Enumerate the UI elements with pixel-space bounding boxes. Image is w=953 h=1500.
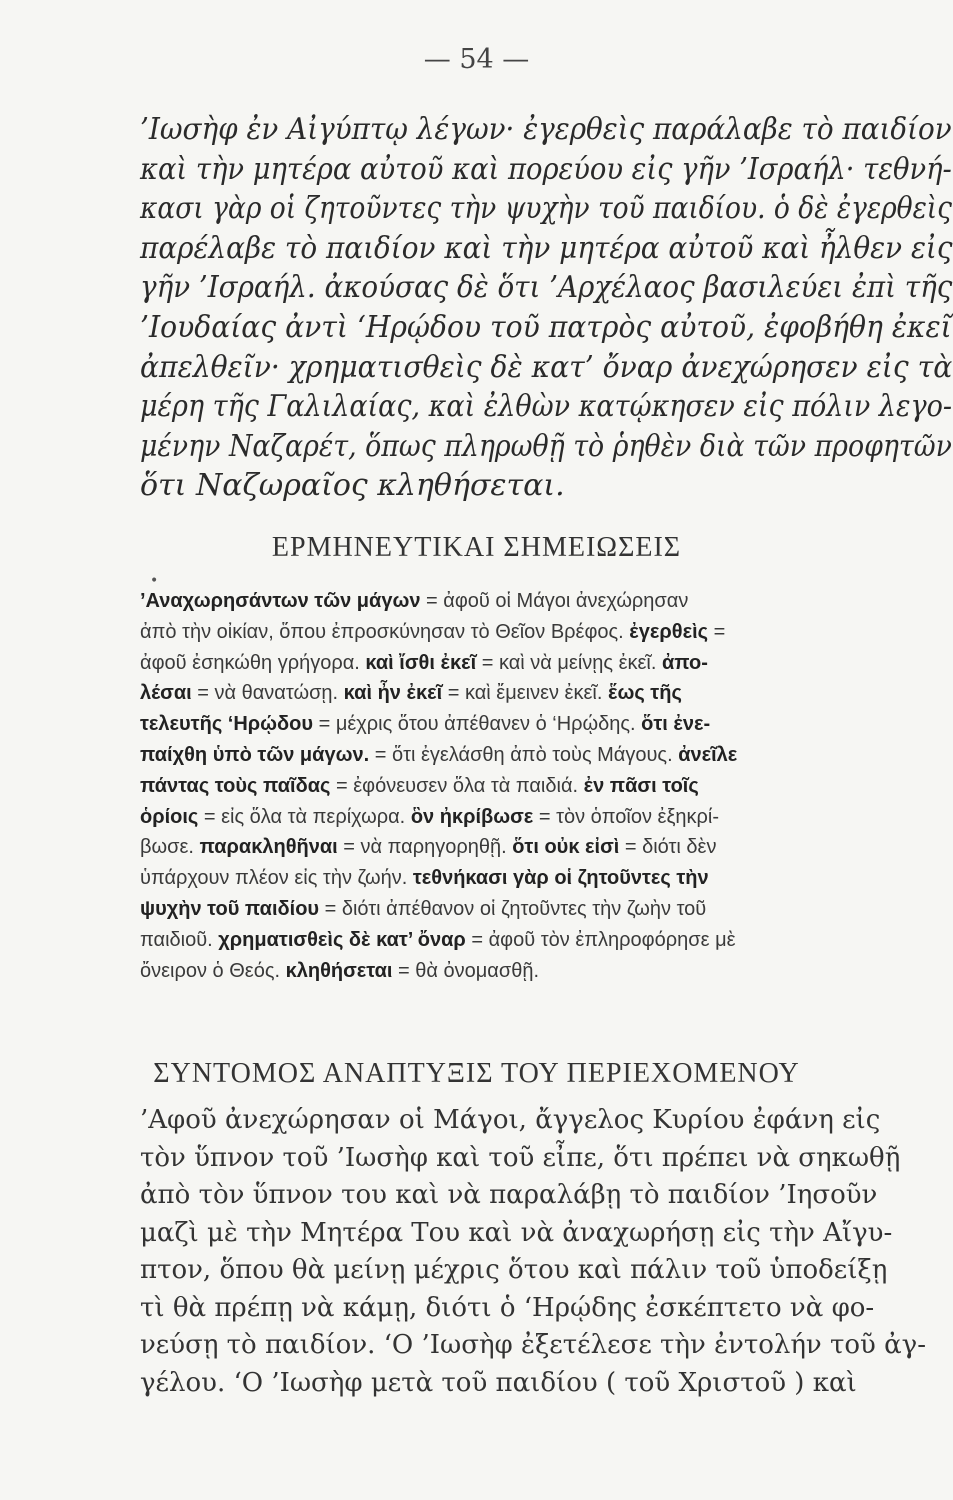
note-text: = καὶ ἔμεινεν ἐκεῖ. <box>442 682 608 705</box>
note-line <box>140 590 952 613</box>
note-text: ἀφοῦ ἐσηκώθη γρήγορα. <box>140 651 366 674</box>
note-term: ἕως τῆς <box>607 682 682 705</box>
note-text: = εἰς ὅλα τὰ περίχωρα. <box>198 805 411 828</box>
verse-line: ’Ιουδαίας ἀντὶ ‘Ηρῴδου τοῦ πατρὸς αὐτοῦ, ἐφοβήθη ἐκεῖ <box>140 310 952 345</box>
note-term: ἀνεῖλε <box>678 744 738 766</box>
summary-line: γέλου. ‘Ο ’Ιωσὴφ μετὰ τοῦ παιδίου ( τοῦ Χριστοῦ ) καὶ <box>140 1367 857 1398</box>
note-text: = νὰ παρηγορηθῇ. <box>337 836 513 859</box>
summary-heading: ΣΥΝΤΟΜΟΣ ΑΝΑΠΤΥΞΙΣ ΤΟΥ ΠΕΡΙΕΧΟΜΕΝΟΥ <box>153 1058 800 1089</box>
note-text: = ἀφοῦ τὸν ἐπληροφόρησε μὲ <box>465 928 736 951</box>
note-text: παιδιοῦ. <box>140 928 219 951</box>
notes-heading: ΕΡΜΗΝΕΥΤΙΚΑΙ ΣΗΜΕΙΩΣΕΙΣ <box>271 532 682 563</box>
note-term: χρηματισθεὶς δὲ κατ’ ὄναρ <box>218 928 466 951</box>
summary-line: ἀπὸ τὸν ὕπνον του καὶ νὰ παραλάβῃ τὸ παιδίον ’Ιησοῦν <box>140 1180 878 1210</box>
note-term: τεθνήκασι γὰρ οἱ ζητοῦντες τὴν <box>412 867 709 890</box>
summary-line: πτον, ὅπου θὰ μείνῃ μέχρις ὅτου καὶ πάλιν τοῦ ὑποδείξῃ <box>140 1255 888 1285</box>
note-line <box>140 682 952 705</box>
note-term: παρακληθῆναι <box>199 836 338 859</box>
note-text: = καὶ νὰ μείνῃς ἐκεῖ. <box>476 651 662 674</box>
page-number: — 54 — <box>423 44 530 75</box>
note-text: = ἐφόνευσεν ὅλα τὰ παιδιά. <box>330 774 584 797</box>
note-term: ἐγερθεὶς <box>629 620 709 643</box>
note-text: = μέχρις ὅτου ἀπέθανεν ὁ ‘Ηρῴδης. <box>313 713 642 736</box>
note-term: λέσαι <box>140 682 192 705</box>
note-term: ὁρίοις <box>140 805 199 828</box>
note-line <box>140 806 952 829</box>
note-term: ὃν ἠκρίβωσε <box>410 805 534 828</box>
note-text: = τὸν ὁποῖον ἐξηκρί- <box>533 805 720 828</box>
note-line <box>140 652 952 675</box>
note-term: πάντας τοὺς παῖδας <box>140 774 331 797</box>
note-term: ἐν πᾶσι τοῖς <box>583 774 699 797</box>
note-text: = <box>708 620 726 643</box>
note-text: ἀπὸ τὴν οἰκίαν, ὅπου ἐπροσκύνησαν τὸ Θεῖον Βρέφος. <box>140 620 630 643</box>
note-term: ὅτι οὐκ εἰσὶ <box>512 836 620 859</box>
verse-line: καὶ τὴν μητέρα αὐτοῦ καὶ πορεύου εἰς γῆν ’Ισραήλ· τεθνή- <box>140 151 952 187</box>
note-text: = διότι ἀπέθανον οἱ ζητοῦντες τὴν ζωὴν τοῦ <box>319 898 707 920</box>
note-line <box>140 621 952 644</box>
note-term: καὶ ἴσθι ἐκεῖ <box>365 651 477 674</box>
note-line <box>140 836 952 859</box>
note-line <box>140 713 952 736</box>
note-term: ’Αναχωρησάντων τῶν μάγων <box>140 590 421 612</box>
note-term: ὅτι ἐνε- <box>641 713 711 736</box>
note-text: = θὰ ὀνομασθῇ. <box>392 959 540 982</box>
note-line <box>140 898 952 921</box>
summary-line: μαζὶ μὲ τὴν Μητέρα Του καὶ νὰ ἀναχωρήσῃ εἰς τὴν Αἴγυ- <box>140 1217 893 1248</box>
note-line <box>140 744 952 767</box>
summary-line: ’Αφοῦ ἀνεχώρησαν οἱ Μάγοι, ἄγγελος Κυρίου ἐφάνη εἰς <box>140 1105 881 1135</box>
verse-line: παρέλαβε τὸ παιδίον καὶ τὴν μητέρα αὐτοῦ καὶ ἦλθεν εἰς <box>140 230 953 266</box>
verse-line: ἀπελθεῖν· χρηματισθεὶς δὲ κατ’ ὄναρ ἀνεχώρησεν εἰς τὰ <box>140 349 953 385</box>
note-term: ἀπο- <box>661 651 708 674</box>
note-line <box>140 929 952 952</box>
verse-line: γῆν ’Ισραήλ. ἀκούσας δὲ ὅτι ’Αρχέλαος βασιλεύει ἐπὶ τῆς <box>140 270 953 306</box>
note-term: κληθήσεται <box>285 959 393 982</box>
note-text: βωσε. <box>140 836 200 859</box>
note-text: ὄνειρον ὁ Θεός. <box>140 959 286 982</box>
summary-line: τὶ θὰ πρέπῃ νὰ κάμῃ, διότι ὁ ‘Ηρῴδης ἐσκέπτετο νὰ φο- <box>140 1292 875 1323</box>
note-text: ὑπάρχουν πλέον εἰς τὴν ζωήν. <box>140 867 413 890</box>
verse-line: μέρη τῆς Γαλιλαίας, καὶ ἐλθὼν κατῴκησεν εἰς πόλιν λεγο- <box>140 389 953 425</box>
note-text: = νὰ θανατώσῃ. <box>191 682 344 705</box>
note-text: = ὅτι ἐγελάσθη ἀπὸ τοὺς Μάγους. <box>369 744 679 766</box>
summary-line: τὸν ὕπνον τοῦ ’Ιωσὴφ καὶ τοῦ εἶπε, ὅτι πρέπει νὰ σηκωθῇ <box>140 1142 901 1173</box>
note-text: = ἀφοῦ οἱ Μάγοι ἀνεχώρησαν <box>420 590 689 612</box>
note-line <box>140 960 952 983</box>
note-term: καὶ ἦν ἐκεῖ <box>343 682 443 705</box>
note-text: = διότι δὲν <box>619 836 717 859</box>
note-line <box>140 867 952 890</box>
note-line <box>140 775 952 798</box>
stray-mark: • <box>150 573 159 589</box>
note-term: ψυχὴν τοῦ παιδίου <box>140 898 320 920</box>
note-term: παίχθη ὑπὸ τῶν μάγων. <box>140 744 370 766</box>
summary-line: νεύσῃ τὸ παιδίον. ‘Ο ’Ιωσὴφ ἐξετέλεσε τὴν ἐντολήν τοῦ ἀγ- <box>140 1330 926 1360</box>
note-term: τελευτῆς ‘Ηρῴδου <box>140 713 314 736</box>
verse-line: ὅτι Ναζωραῖος κληθήσεται. <box>140 468 565 504</box>
verse-line: ’Ιωσὴφ ἐν Αἰγύπτῳ λέγων· ἐγερθεὶς παράλαβε τὸ παιδίον <box>140 112 952 147</box>
verse-line: μένην Ναζαρέτ, ὅπως πληρωθῇ τὸ ῥηθὲν διὰ τῶν προφητῶν <box>140 428 952 464</box>
verse-line: κασι γὰρ οἱ ζητοῦντες τὴν ψυχὴν τοῦ παιδίου. ὁ δὲ ἐγερθεὶς <box>140 191 953 227</box>
